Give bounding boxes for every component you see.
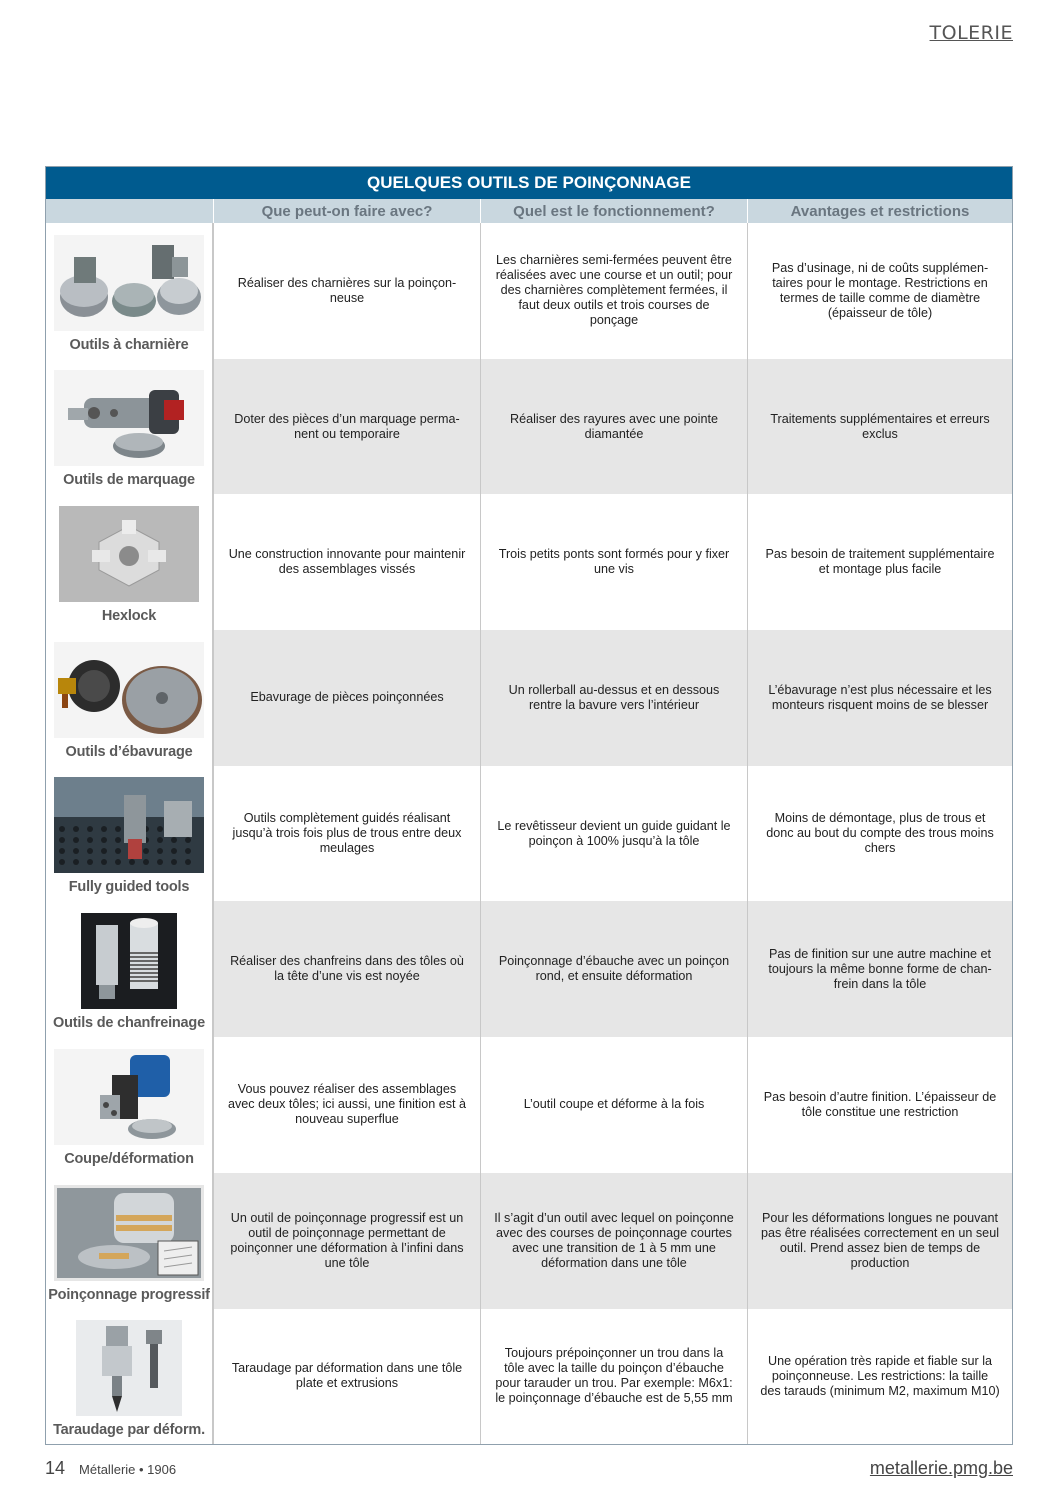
- what-cell: Réaliser des chanfreins dans des tôles où la tête d’une vis est noyée: [213, 901, 480, 1037]
- what-cell: Vous pouvez réaliser des assemblages avec deux tôles; ici aussi, une finition est à nouveau superflue: [213, 1037, 480, 1173]
- hexlock-image: [54, 505, 204, 603]
- publication: Métallerie • 1906: [79, 1462, 177, 1477]
- what-cell: Ebavurage de pièces poinçonnées: [213, 630, 480, 766]
- marking-tools-image: [54, 369, 204, 467]
- fully-guided-tools-image: [54, 776, 204, 874]
- cut-form-tool-image: [54, 1048, 204, 1146]
- tool-cell: [46, 1173, 213, 1309]
- section-label: TOLERIE: [929, 22, 1013, 44]
- tool-cell: [46, 901, 213, 1037]
- how-cell: Un rollerball au-dessus et en dessous rentre la bavure vers l’intérieur: [480, 630, 747, 766]
- pros-cell: Traitements supplémentaires et erreurs exclus: [747, 359, 1012, 495]
- how-cell: Il s’agit d’un outil avec lequel on poinçonne avec des courses de poinçonnage courtes avec une transition de 1 à 5 mm une déformation dans une tôle: [480, 1173, 747, 1309]
- hinge-tools-image: [54, 234, 204, 332]
- tool-name: Outils à charnière: [69, 336, 189, 353]
- tool-name: Outils de marquage: [63, 472, 195, 489]
- what-cell: Taraudage par déformation dans une tôle plate et extrusions: [213, 1309, 480, 1445]
- how-cell: Les charnières semi-fermées peuvent être réalisées avec une course et un outil; pour des charnières complètement fermées, il faut deux outils et trois courses de ponçage: [480, 223, 747, 359]
- progressive-punching-image: [54, 1184, 204, 1282]
- form-tapping-image: [54, 1319, 204, 1417]
- what-cell: Un outil de poinçonnage progressif est un outil de poinçonnage permettant de poinçonner une déformation à l’infini dans une tôle: [213, 1173, 480, 1309]
- how-cell: Réaliser des rayures avec une pointe diamantée: [480, 359, 747, 495]
- table-title: QUELQUES OUTILS DE POINÇONNAGE: [46, 167, 1012, 199]
- tool-cell: [46, 1037, 213, 1173]
- chamfering-tools-image: [54, 912, 204, 1010]
- table-header-row: [46, 199, 1012, 223]
- what-cell: Réaliser des charnières sur la poinçon-neuse: [213, 223, 480, 359]
- what-cell: Outils complètement guidés réalisant jusqu’à trois fois plus de trous entre deux meulages: [213, 766, 480, 902]
- table-row: [46, 630, 1012, 766]
- pros-cell: Pas de finition sur une autre machine et toujours la même bonne forme de chan-frein dans la tôle: [747, 901, 1012, 1037]
- pros-cell: Une opération très rapide et fiable sur la poinçonneuse. Les restrictions: la taille des tarauds (minimum M2, maximum M10): [747, 1309, 1012, 1445]
- tool-name: Outils d’ébavurage: [65, 743, 193, 760]
- what-cell: Doter des pièces d’un marquage perma-nent ou temporaire: [213, 359, 480, 495]
- tool-cell: [46, 359, 213, 495]
- tool-name: Hexlock: [101, 608, 157, 625]
- header-pros: Avantages et restrictions: [747, 199, 1012, 223]
- table-row: [46, 494, 1012, 630]
- how-cell: Toujours prépoinçonner un trou dans la tôle avec la taille du poinçon d’ébauche pour tarauder un trou. Par exemple: M6x1: le poinçonnage d’ébauche est de 5,55 mm: [480, 1309, 747, 1445]
- header-what: Que peut-on faire avec?: [213, 199, 480, 223]
- table-body: [46, 223, 1012, 1444]
- tool-cell: [46, 1309, 213, 1445]
- how-cell: L’outil coupe et déforme à la fois: [480, 1037, 747, 1173]
- tool-cell: [46, 223, 213, 359]
- website-link[interactable]: metallerie.pmg.be: [869, 1458, 1013, 1478]
- footer-left: [45, 1458, 176, 1479]
- table-row: [46, 1309, 1012, 1445]
- tool-cell: [46, 494, 213, 630]
- pros-cell: L’ébavurage n’est plus nécessaire et les monteurs risquent moins de se blesser: [747, 630, 1012, 766]
- tool-name: Coupe/déformation: [64, 1150, 194, 1167]
- deburring-tools-image: [54, 641, 204, 739]
- tool-cell: [46, 630, 213, 766]
- table-row: [46, 901, 1012, 1037]
- table-row: [46, 1037, 1012, 1173]
- tool-name: Fully guided tools: [68, 879, 190, 896]
- pros-cell: Pas besoin d’autre finition. L’épaisseur de tôle constitue une restriction: [747, 1037, 1012, 1173]
- how-cell: Le revêtisseur devient un guide guidant le poinçon à 100% jusqu’à la tôle: [480, 766, 747, 902]
- pros-cell: Moins de démontage, plus de trous et donc au bout du compte des trous moins chers: [747, 766, 1012, 902]
- table-row: [46, 223, 1012, 359]
- tool-name: Outils de chanfreinage: [53, 1015, 205, 1032]
- table-row: [46, 766, 1012, 902]
- tool-name: Poinçonnage progressif: [48, 1286, 210, 1303]
- header-tool: [46, 199, 213, 223]
- tool-cell: [46, 766, 213, 902]
- punching-tools-table: [45, 166, 1013, 1445]
- pros-cell: Pas besoin de traitement supplémentaire et montage plus facile: [747, 494, 1012, 630]
- page-number: 14: [45, 1458, 66, 1478]
- header-how: Quel est le fonctionnement?: [480, 199, 747, 223]
- table-row: [46, 1173, 1012, 1309]
- how-cell: Poinçonnage d’ébauche avec un poinçon rond, et ensuite déformation: [480, 901, 747, 1037]
- tool-name: Taraudage par déform.: [53, 1422, 205, 1439]
- how-cell: Trois petits ponts sont formés pour y fixer une vis: [480, 494, 747, 630]
- pros-cell: Pas d’usinage, ni de coûts supplémen-taires pour le montage. Restrictions en termes de taille comme de diamètre (épaisseur de tôle): [747, 223, 1012, 359]
- table-row: [46, 359, 1012, 495]
- what-cell: Une construction innovante pour maintenir des assemblages vissés: [213, 494, 480, 630]
- pros-cell: Pour les déformations longues ne pouvant pas être réalisées correctement en un seul outil. Prend assez bien de temps de production: [747, 1173, 1012, 1309]
